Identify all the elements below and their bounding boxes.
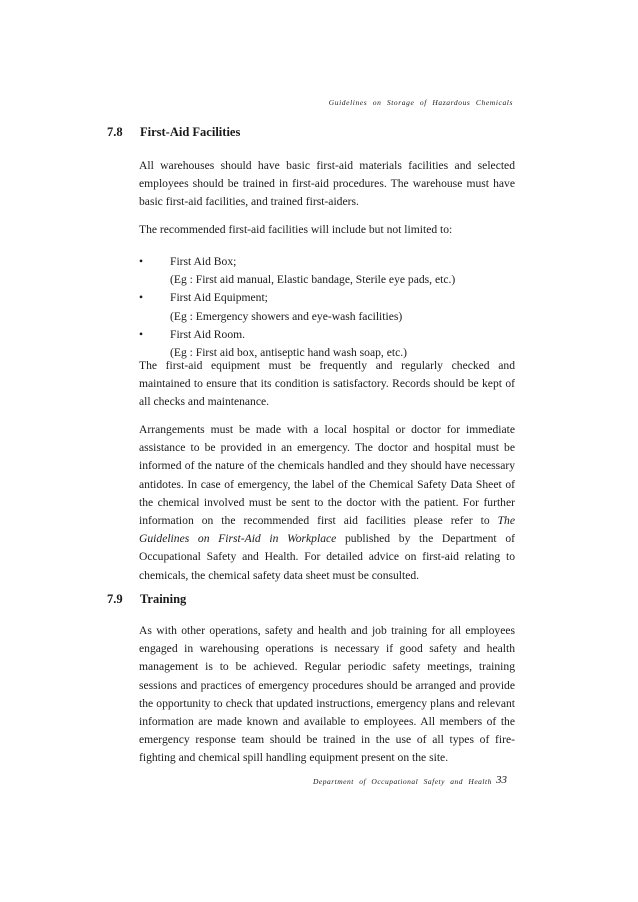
first-aid-paragraph-2: The recommended first-aid facilities will include but not limited to:	[139, 223, 453, 236]
bullet-icon: •	[139, 327, 144, 341]
list-item-label: First Aid Box;	[170, 255, 237, 268]
section-number: 7.9	[107, 592, 123, 606]
section-heading-7-8	[107, 125, 240, 140]
bullet-icon: •	[139, 255, 144, 268]
section-number: 7.8	[107, 125, 123, 139]
list-item-example	[139, 308, 515, 326]
paragraph-text: Arrangements must be made with a local hospital or doctor for immediate assistance to be provided in an emergency. The doctor and hospital must be informed of the nature of the chemicals handled and they should have necessary antidotes. In case of emergency, the label of the Chemical Safety Data Sheet of the chemical involved must be sent to the doctor with the patient. For further information on the recommended first aid facilities please refer to	[139, 423, 515, 528]
list-item	[139, 326, 515, 344]
list-item	[139, 253, 515, 271]
list-item-example-text: (Eg : First aid box, antiseptic hand wash soap, etc.)	[170, 345, 407, 359]
first-aid-paragraph-4	[139, 421, 515, 585]
list-item-example-text: (Eg : First aid manual, Elastic bandage, Sterile eye pads, etc.)	[170, 273, 456, 287]
footer-department: Department of Occupational Safety and Health	[313, 777, 492, 786]
section-heading-7-9	[107, 592, 186, 607]
paragraph-text: published by the Department of Occupational Safety and Health. For detailed advice on first-aid relating to chemicals, the chemical safety data sheet must be consulted.	[139, 532, 515, 582]
guidelines-reference-title: The Guidelines on First-Aid in Workplace	[139, 514, 515, 546]
list-item-example	[139, 271, 515, 289]
bullet-icon: •	[139, 291, 144, 305]
list-item-label: First Aid Equipment;	[170, 291, 268, 305]
list-item	[139, 289, 515, 307]
first-aid-paragraph-3: The first-aid equipment must be frequently and regularly checked and maintained to ensure that its condition is satisfactory. Records should be kept of all checks and maintenance.	[139, 359, 515, 409]
list-item-label: First Aid Room.	[170, 327, 246, 341]
list-item-example-text: (Eg : Emergency showers and eye-wash facilities)	[170, 309, 403, 323]
running-header: Guidelines on Storage of Hazardous Chemicals	[328, 98, 513, 107]
training-paragraph: As with other operations, safety and health and job training for all employees engaged in warehousing operations is necessary if good safety and health management is to be achieved. Regular periodic safety meetings, training sessions and practices of emergency procedures should be arranged and provide the opportunity to check that updated instructions, emergency plans and relevant information are made known and available to employees. All members of the emergency response team should be trained in the use of all types of fire-fighting and chemical spill handling equipment present on the site.	[139, 624, 515, 765]
first-aid-paragraph-1: All warehouses should have basic first-aid materials facilities and selected employees should be trained in first-aid procedures. The warehouse must have basic first-aid facilities, and trained first-aiders.	[139, 159, 515, 209]
section-title: Training	[140, 592, 187, 606]
first-aid-bullet-list	[139, 253, 515, 362]
section-title: First-Aid Facilities	[140, 125, 241, 139]
page-number: 33	[496, 774, 507, 786]
